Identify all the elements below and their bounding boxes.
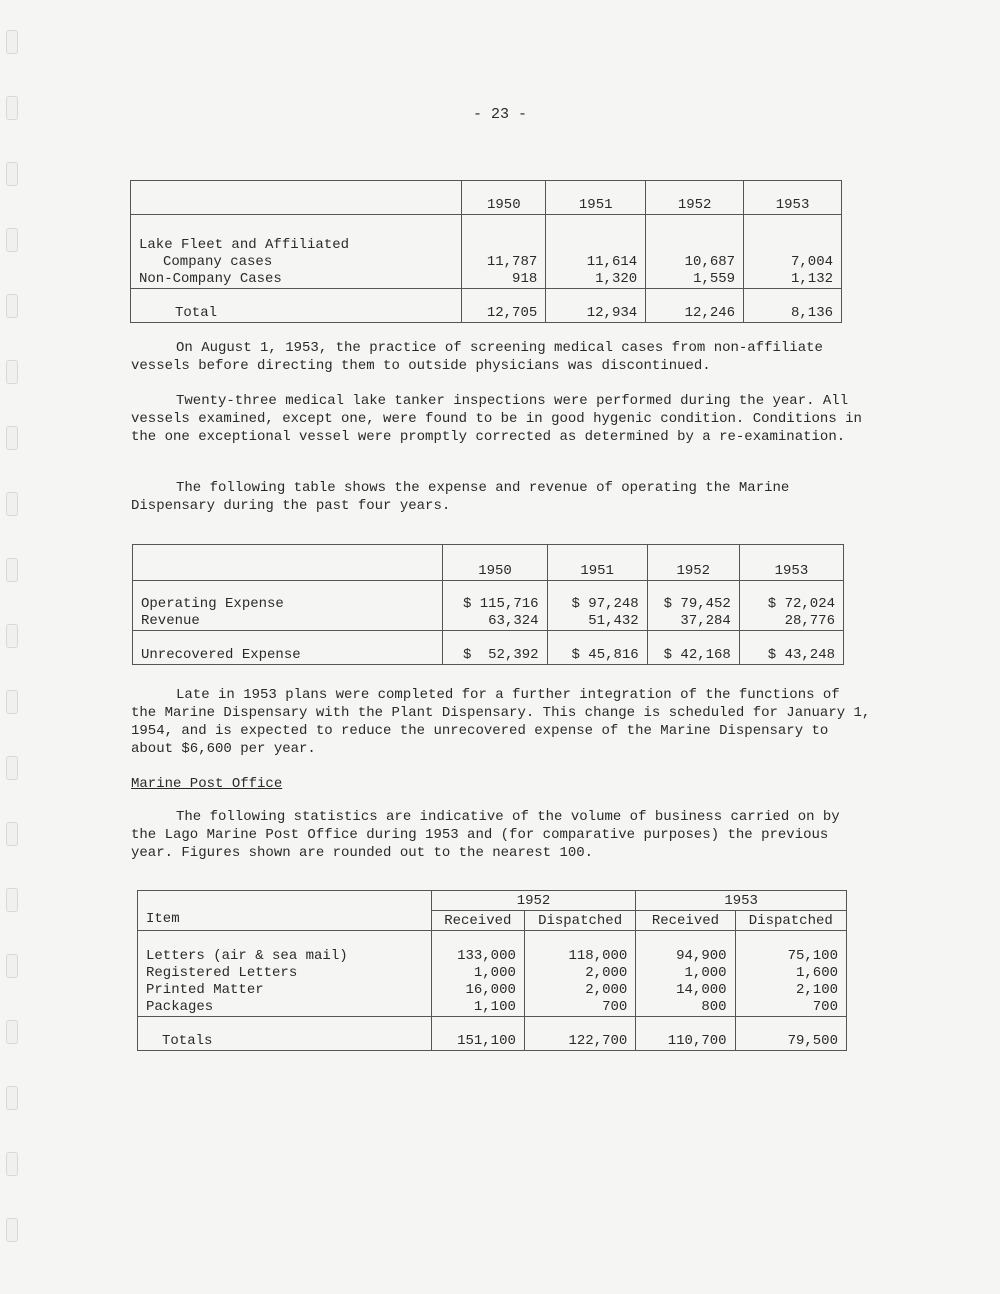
binder-holes: [4, 0, 24, 1294]
year-header: 1952: [647, 545, 739, 581]
binder-hole: [6, 1218, 18, 1242]
total-label: Total: [131, 289, 462, 323]
total-value: $ 52,392: [443, 631, 547, 665]
value: 7,004: [790, 254, 833, 270]
total-row: [133, 631, 844, 665]
row-label-line: Lake Fleet and Affiliated: [139, 237, 350, 253]
dispensary-expense-table: [132, 544, 844, 665]
column-header: Dispatched: [524, 911, 635, 931]
table-row: [138, 931, 847, 1017]
binder-hole: [6, 558, 18, 582]
binder-hole: [6, 756, 18, 780]
value: 700: [812, 999, 838, 1015]
value: 75,100: [787, 948, 838, 964]
value: 118,000: [568, 948, 628, 964]
paragraph-text: The following table shows the expense and revenue of operating the Marine Dispensary during the past four years.: [131, 480, 790, 514]
column-header: Dispatched: [735, 911, 846, 931]
value-cell: [636, 931, 735, 1017]
total-row: [131, 289, 842, 323]
post-office-table: [137, 890, 847, 1051]
year-header: 1952: [431, 891, 636, 911]
paragraph: [131, 686, 871, 758]
value: 2,100: [795, 982, 838, 998]
paragraph: [131, 392, 871, 446]
item-label: Packages: [146, 999, 214, 1015]
binder-hole: [6, 30, 18, 54]
total-value: $ 42,168: [647, 631, 739, 665]
item-label: Letters (air & sea mail): [146, 948, 348, 964]
value: 2,000: [585, 982, 628, 998]
total-value: 12,934: [546, 289, 646, 323]
value: 94,900: [676, 948, 727, 964]
year-header: 1952: [646, 181, 744, 215]
value-cell: [739, 581, 843, 631]
year-header: 1953: [636, 891, 847, 911]
binder-hole: [6, 624, 18, 648]
paragraph: [131, 479, 871, 515]
total-value: 8,136: [744, 289, 842, 323]
value-cell: [524, 931, 635, 1017]
item-labels: [138, 931, 432, 1017]
header-blank-cell: [131, 181, 462, 215]
value: 918: [512, 271, 538, 287]
column-header: Received: [431, 911, 524, 931]
header-blank-cell: [133, 545, 443, 581]
year-header: 1951: [546, 181, 646, 215]
value-cell: [443, 581, 547, 631]
value: 1,000: [473, 965, 516, 981]
binder-hole: [6, 1020, 18, 1044]
value-cell: [735, 931, 846, 1017]
table-row: [133, 581, 844, 631]
column-header: Received: [636, 911, 735, 931]
value-cell: [547, 581, 647, 631]
value: 10,687: [684, 254, 736, 270]
value: 11,787: [486, 254, 538, 270]
paragraph-text: The following statistics are indicative of the volume of business carried on by the Lago Marine Post Office during 1953 and (for comparative purposes) the previous year. Figures shown are rounded out to the nearest 100.: [131, 809, 840, 861]
total-value: 122,700: [524, 1017, 635, 1051]
value: 800: [701, 999, 727, 1015]
total-value: $ 45,816: [547, 631, 647, 665]
row-label-line: Non-Company Cases: [139, 271, 282, 287]
item-header: Item: [138, 891, 432, 931]
value-cell: [546, 215, 646, 289]
value-cell: [646, 215, 744, 289]
value: 16,000: [465, 982, 516, 998]
value: 1,559: [693, 271, 736, 287]
value: 1,600: [795, 965, 838, 981]
year-header: 1951: [547, 545, 647, 581]
year-header: 1950: [443, 545, 547, 581]
row-label: [131, 215, 462, 289]
table-header-row: [133, 545, 844, 581]
binder-hole: [6, 162, 18, 186]
table-header-row: [138, 891, 847, 911]
total-value: 151,100: [431, 1017, 524, 1051]
binder-hole: [6, 360, 18, 384]
binder-hole: [6, 822, 18, 846]
value: $ 72,024: [767, 596, 835, 612]
year-header: 1953: [739, 545, 843, 581]
row-label-line: Operating Expense: [141, 596, 284, 612]
value: $ 115,716: [462, 596, 539, 612]
value: 11,614: [586, 254, 638, 270]
table-row: [131, 215, 842, 289]
total-value: 12,246: [646, 289, 744, 323]
value-cell: [647, 581, 739, 631]
paragraph-text: Late in 1953 plans were completed for a further integration of the functions of the Marine Dispensary with the Plant Dispensary. This change is scheduled for January 1, 1954, and is expected to reduce the unrecovered expense of the Marine Dispensary to about $6,600 per year.: [131, 687, 871, 757]
section-heading: Marine Post Office: [131, 776, 283, 792]
value: 28,776: [784, 613, 835, 629]
binder-hole: [6, 492, 18, 516]
value: $ 79,452: [663, 596, 731, 612]
row-label: [133, 581, 443, 631]
value: 63,324: [488, 613, 539, 629]
binder-hole: [6, 1086, 18, 1110]
paragraph-text: Twenty-three medical lake tanker inspections were performed during the year. All vessels examined, except one, were found to be in good hygenic condition. Conditions in the one exceptional vessel were promptly corrected as determined by a re-examination.: [131, 393, 862, 445]
total-value: 12,705: [462, 289, 546, 323]
value-cell: [462, 215, 546, 289]
value: 1,320: [595, 271, 638, 287]
value-cell: [744, 215, 842, 289]
binder-hole: [6, 954, 18, 978]
binder-hole: [6, 426, 18, 450]
total-label: Totals: [138, 1017, 432, 1051]
total-label: Unrecovered Expense: [133, 631, 443, 665]
value: 700: [602, 999, 628, 1015]
item-label: Registered Letters: [146, 965, 298, 981]
total-value: 110,700: [636, 1017, 735, 1051]
total-value: 79,500: [735, 1017, 846, 1051]
medical-cases-table: [130, 180, 842, 323]
year-header: 1953: [744, 181, 842, 215]
paragraph-text: On August 1, 1953, the practice of screening medical cases from non-affiliate vessels before directing them to outside physicians was discontinued.: [131, 340, 823, 374]
paragraph: [131, 339, 871, 375]
value: 1,100: [473, 999, 516, 1015]
binder-hole: [6, 690, 18, 714]
row-label-line: Revenue: [141, 613, 200, 629]
page-number: - 23 -: [472, 106, 527, 123]
total-row: [138, 1017, 847, 1051]
paragraph: [131, 808, 871, 862]
value: 37,284: [680, 613, 731, 629]
binder-hole: [6, 294, 18, 318]
binder-hole: [6, 888, 18, 912]
total-value: $ 43,248: [739, 631, 843, 665]
value: 51,432: [588, 613, 639, 629]
binder-hole: [6, 1152, 18, 1176]
row-label-line: Company cases: [163, 254, 273, 270]
value: 2,000: [585, 965, 628, 981]
binder-hole: [6, 228, 18, 252]
value: 1,132: [790, 271, 833, 287]
year-header: 1950: [462, 181, 546, 215]
value: 133,000: [457, 948, 516, 964]
value: $ 97,248: [571, 596, 639, 612]
item-label: Printed Matter: [146, 982, 264, 998]
value-cell: [431, 931, 524, 1017]
value: 14,000: [676, 982, 727, 998]
table-header-row: [131, 181, 842, 215]
value: 1,000: [684, 965, 727, 981]
